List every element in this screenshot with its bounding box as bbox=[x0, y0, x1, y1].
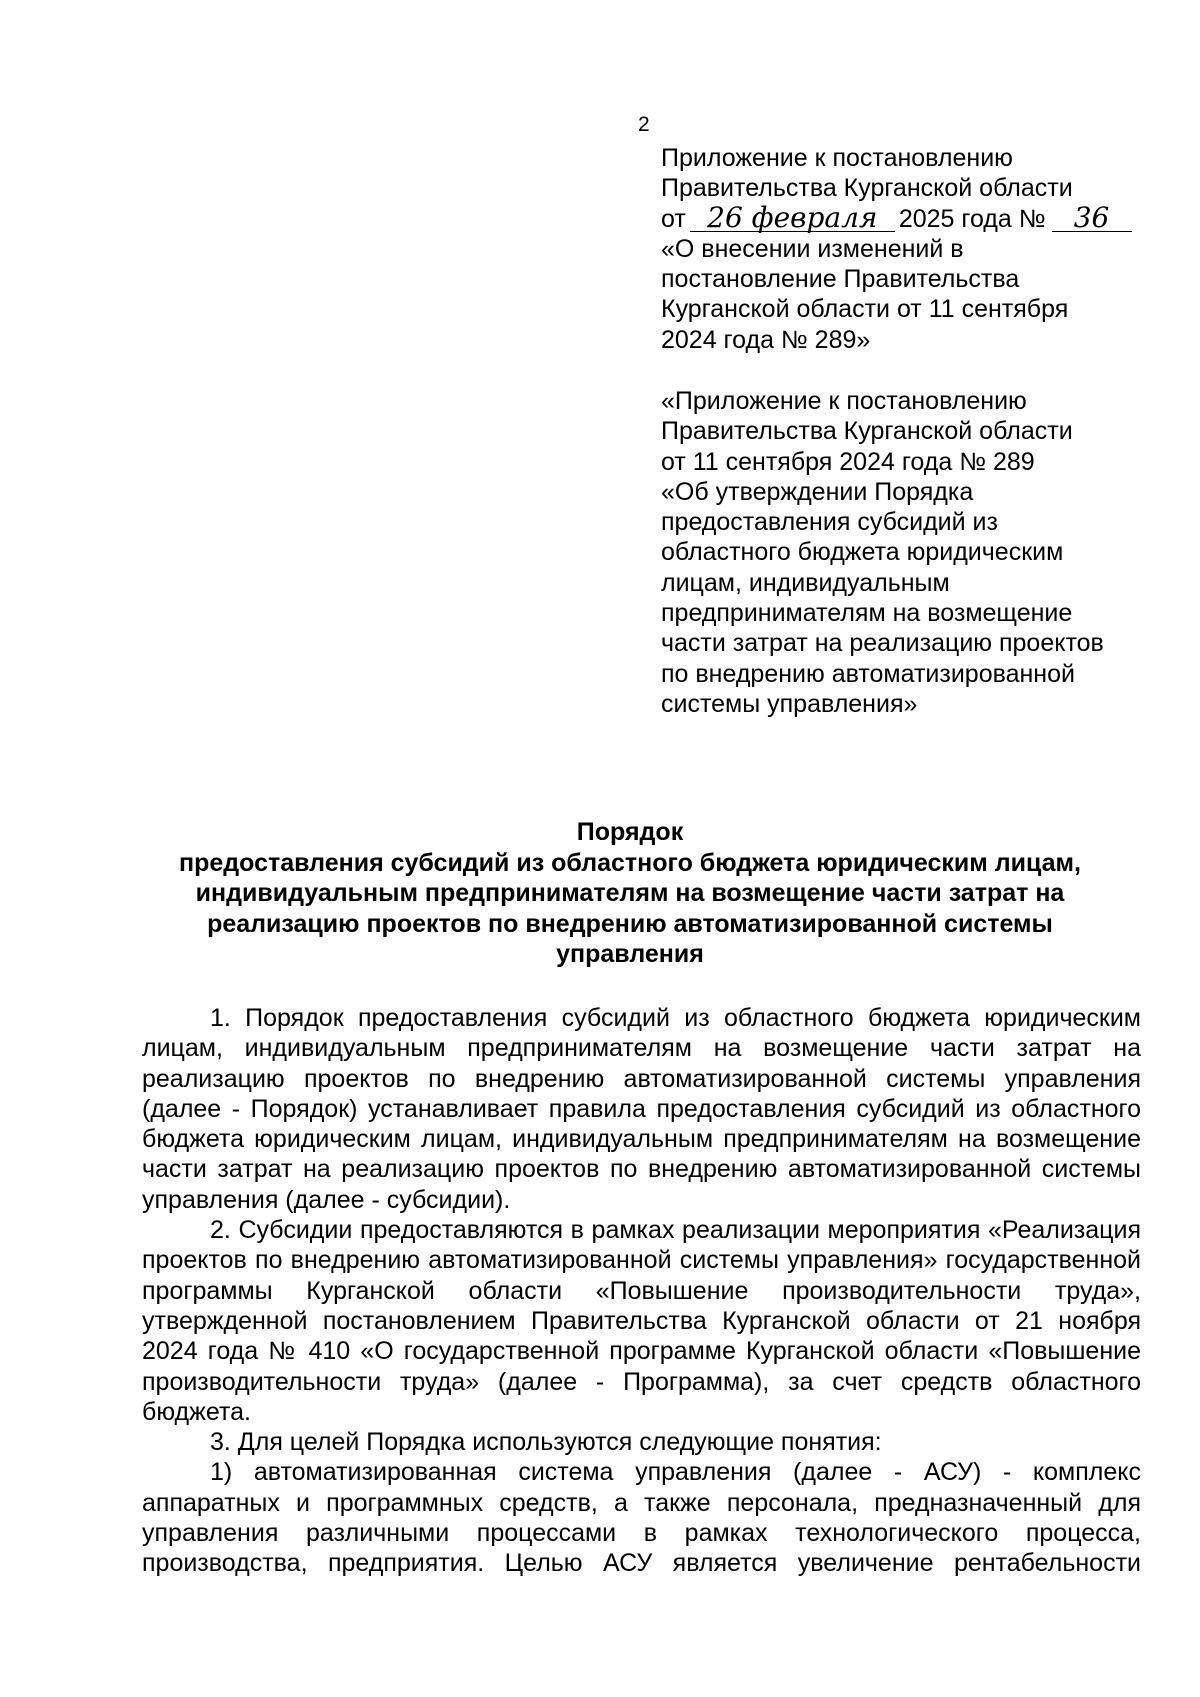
original-appendix-line: предпринимателям на возмещение bbox=[661, 599, 1073, 628]
original-appendix-line: Правительства Курганской области bbox=[661, 417, 1073, 446]
title-heading: Порядок bbox=[576, 818, 684, 846]
appendix-line: Курганской области от 11 сентября bbox=[661, 295, 1069, 324]
original-appendix-line: «Приложение к постановлению bbox=[661, 387, 1027, 415]
appendix-line: Приложение к постановлению bbox=[661, 144, 1013, 172]
title-subtitle-line: управления bbox=[556, 940, 704, 968]
page-number: 2 bbox=[638, 113, 650, 136]
handwritten-number: 36 bbox=[1052, 205, 1132, 232]
original-appendix-line: системы управления» bbox=[661, 689, 918, 718]
appendix-line: 2024 года № 289» bbox=[661, 325, 871, 354]
date-suffix: 2025 года № bbox=[898, 204, 1046, 233]
original-appendix-line: лицам, индивидуальным bbox=[661, 568, 950, 597]
original-appendix bbox=[661, 386, 1141, 719]
title-subtitle-line: индивидуальным предпринимателям на возмещение части затрат на bbox=[195, 879, 1065, 907]
original-appendix-line: части затрат на реализацию проектов bbox=[661, 629, 1104, 658]
appendix-line: «О внесении изменений в bbox=[661, 234, 964, 263]
paragraph-2: 2. Субсидии предоставляются в рамках реализации мероприятия «Реализация проектов по внедрению автоматизированной системы управления» государственной программы Курганской области «Повышение производительности труда», утвержденной постановлением Правительства Курганской области от 21 ноября 2024 года № 410 «О государственной программе Курганской области «Повышение производительности труда» (далее - Программа), за счет средств областного бюджета. bbox=[142, 1216, 1141, 1426]
handwritten-date: 26 февраля bbox=[690, 205, 895, 232]
title-subtitle-line: реализацию проектов по внедрению автоматизированной системы bbox=[207, 909, 1053, 938]
title-subtitle-line: предоставления субсидий из областного бюджета юридическим лицам, bbox=[178, 848, 1081, 877]
appendix-header bbox=[661, 143, 1141, 355]
document-title bbox=[130, 817, 1130, 970]
document-body bbox=[142, 1003, 1141, 1579]
paragraph-4: 1) автоматизированная система управления (далее - АСУ) - комплекс аппаратных и программных средств, а также персонала, предназначенный для управления различными процессами в рамках технологического процесса, производства, предприятия. Целью АСУ является увеличение рентабельности bbox=[142, 1458, 1141, 1578]
appendix-line: Правительства Курганской области bbox=[661, 174, 1073, 203]
original-appendix-line: областного бюджета юридическим bbox=[661, 538, 1064, 567]
appendix-date-line bbox=[661, 200, 1141, 234]
original-appendix-line: по внедрению автоматизированной bbox=[661, 659, 1075, 688]
original-appendix-line: предоставления субсидий из bbox=[661, 508, 998, 537]
date-prefix: от bbox=[661, 204, 686, 233]
appendix-line: постановление Правительства bbox=[661, 265, 1020, 294]
original-appendix-line: от 11 сентября 2024 года № 289 bbox=[661, 447, 1035, 476]
original-appendix-line: «Об утверждении Порядка bbox=[661, 477, 974, 506]
paragraph-3: 3. Для целей Порядка используются следующие понятия: bbox=[210, 1428, 882, 1457]
paragraph-1: 1. Порядок предоставления субсидий из областного бюджета юридическим лицам, индивидуальным предпринимателям на возмещение части затрат на реализацию проектов по внедрению автоматизированной системы управления (далее - Порядок) устанавливает правила предоставления субсидий из областного бюджета юридическим лицам, индивидуальным предпринимателям на возмещение части затрат на реализацию проектов по внедрению автоматизированной системы управления (далее - субсидии). bbox=[142, 1004, 1141, 1214]
